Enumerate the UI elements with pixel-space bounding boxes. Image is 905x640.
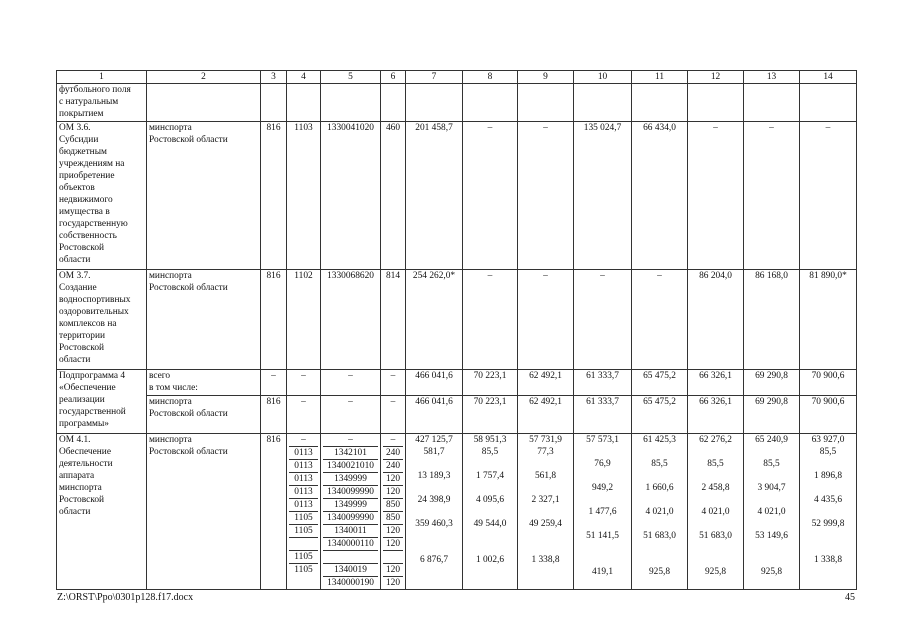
sub-row-cell: 57 731,9 (529, 435, 562, 445)
sub-row-cell (520, 542, 571, 554)
executor: минспорта Ростовской области (147, 122, 261, 270)
year-value-list (518, 434, 574, 590)
table-row (57, 122, 857, 270)
year-value: – (688, 122, 744, 270)
footer-page-number: 45 (845, 592, 855, 603)
sub-row-cell: 85,5 (651, 459, 668, 469)
sub-row-cell: 1105 (294, 565, 313, 575)
sub-row-cell: 49 544,0 (473, 519, 507, 529)
header-cell: 10 (574, 71, 632, 84)
header-cell: 13 (744, 71, 800, 84)
year-value: 66 326,1 (688, 370, 744, 396)
sub-row-cell (802, 506, 854, 518)
sub-row-cell (520, 530, 571, 542)
sub-row-cell: 120 (383, 564, 403, 577)
sub-row-cell (576, 494, 629, 506)
year-value: 81 890,0* (800, 270, 857, 370)
measure-name: футбольного поля с натуральным покрытием (57, 84, 147, 122)
sub-row-cell: – (323, 434, 378, 447)
sub-row-cell: 120 (385, 578, 401, 588)
year-value: 61 333,7 (574, 370, 632, 396)
header-cell: 14 (800, 71, 857, 84)
sub-row-cell: 85,5 (707, 459, 724, 469)
sub-row-cell: 53 149,6 (755, 531, 788, 541)
sub-row-cell: 51 683,0 (699, 531, 732, 541)
header-cell: 8 (463, 71, 518, 84)
year-value: – (518, 270, 574, 370)
sub-row-cell (634, 494, 685, 506)
rzpr-code: 1103 (287, 122, 321, 270)
sub-row-cell: 1342101 (323, 447, 378, 460)
year-value: 62 492,1 (518, 396, 574, 434)
executor: всего в том числе: (147, 370, 261, 396)
year-value: 70 223,1 (463, 396, 518, 434)
sub-row-cell: 6 876,7 (419, 555, 449, 565)
header-cell: 1 (57, 71, 147, 84)
sub-row-cell: 1 477,6 (588, 507, 617, 517)
sub-rows (634, 434, 685, 578)
sub-row-cell: 1105 (289, 525, 318, 538)
sub-row-cell: 1105 (289, 551, 318, 564)
rzpr-code: – (287, 370, 321, 396)
sub-rows (289, 434, 318, 576)
sub-rows (383, 434, 403, 589)
sub-rows (576, 434, 629, 578)
measure-name: ОМ 3.7. Создание водноспортивных оздоровительных комплексов на территории Ростовской области (57, 270, 147, 370)
sub-row-cell: 1340000190 (327, 578, 374, 588)
csr-code: – (321, 370, 381, 396)
sub-rows (690, 434, 741, 578)
sub-row-cell (465, 458, 515, 470)
sub-row-cell: 58 951,3 (473, 435, 507, 445)
sub-row-cell (690, 470, 741, 482)
sub-row-cell (690, 446, 741, 458)
sub-row-cell (576, 542, 629, 554)
table-row (57, 370, 857, 396)
sub-row-cell: 57 573,1 (586, 435, 619, 445)
vr-code: 814 (381, 270, 406, 370)
year-value: 135 024,7 (574, 122, 632, 270)
sub-row-cell (690, 518, 741, 530)
sub-row-cell: 0113 (289, 447, 318, 460)
program-finance-table (56, 70, 857, 590)
sub-row-cell (465, 482, 515, 494)
csr-code-list (321, 434, 381, 590)
sub-row-cell (634, 542, 685, 554)
sub-row-cell: 120 (383, 538, 403, 551)
sub-row-cell (408, 506, 460, 518)
sub-row-cell: 1349999 (323, 473, 378, 486)
sub-row-cell: 240 (383, 447, 403, 460)
total-value: 201 458,7 (406, 122, 463, 270)
sub-rows (746, 434, 797, 578)
header-cell: 5 (321, 71, 381, 84)
sub-row-cell: 24 398,9 (417, 495, 451, 505)
sub-row-cell (746, 470, 797, 482)
sub-row-cell: 850 (383, 512, 403, 525)
sub-row-cell (690, 542, 741, 554)
rzpr-code: 1102 (287, 270, 321, 370)
header-cell: 6 (381, 71, 406, 84)
sub-row-cell: 0113 (289, 486, 318, 499)
sub-row-cell: 85,5 (819, 447, 837, 457)
sub-row-cell: 1340011 (323, 525, 378, 538)
sub-row-cell (576, 554, 629, 566)
sub-row-cell (576, 518, 629, 530)
sub-row-cell (383, 551, 403, 564)
year-value: – (800, 122, 857, 270)
sub-row-cell: 2 458,8 (701, 483, 730, 493)
total-value: 466 041,6 (406, 396, 463, 434)
sub-row-cell: 0113 (289, 473, 318, 486)
sub-row-cell (465, 566, 515, 578)
sub-row-cell (465, 530, 515, 542)
executor: минспорта Ростовской области (147, 396, 261, 434)
sub-row-cell (576, 470, 629, 482)
total-value: 254 262,0* (406, 270, 463, 370)
year-value-list (463, 434, 518, 590)
sub-row-cell (634, 470, 685, 482)
sub-row-cell: 13 189,3 (417, 471, 451, 481)
sub-row-cell: 49 259,4 (529, 519, 562, 529)
sub-row-cell: 4 021,0 (757, 507, 786, 517)
sub-row-cell (802, 566, 854, 578)
year-value: 86 168,0 (744, 270, 800, 370)
sub-row-cell: 51 683,0 (643, 531, 676, 541)
sub-row-cell: 0113 (289, 499, 318, 512)
sub-row-cell: 1 002,6 (475, 555, 505, 565)
sub-row-cell: 4 435,6 (813, 495, 843, 505)
subprogram-name: Подпрограмма 4 «Обеспечение реализации государственной программы» (57, 370, 147, 434)
measure-name: ОМ 3.6. Субсидии бюджетным учреждениям на приобретение объектов недвижимого имущества в государственную собственность Ростовской области (57, 122, 147, 270)
table-row (57, 434, 857, 590)
sub-row-cell: 2 327,1 (531, 495, 560, 505)
sub-row-cell (746, 554, 797, 566)
header-cell: 2 (147, 71, 261, 84)
sub-row-cell (802, 542, 854, 554)
year-value-list (800, 434, 857, 590)
sub-row-cell: 4 021,0 (645, 507, 674, 517)
year-value: – (574, 270, 632, 370)
sub-row-cell: – (383, 434, 403, 447)
header-cell: 11 (632, 71, 688, 84)
sub-row-cell: 419,1 (591, 567, 614, 577)
sub-row-cell (634, 518, 685, 530)
sub-row-cell: 4 095,6 (475, 495, 505, 505)
sub-row-cell (690, 494, 741, 506)
sub-row-cell: 4 021,0 (701, 507, 730, 517)
sub-row-cell (408, 482, 460, 494)
year-value: 69 290,8 (744, 370, 800, 396)
csr-code: 1330041020 (321, 122, 381, 270)
vr-code: – (381, 370, 406, 396)
header-cell: 7 (406, 71, 463, 84)
sub-row-cell: 1349999 (323, 499, 378, 512)
sub-row-cell: 925,8 (648, 567, 671, 577)
sub-row-cell: 1340019 (323, 564, 378, 577)
sub-row-cell: 3 904,7 (757, 483, 786, 493)
sub-row-cell (690, 554, 741, 566)
sub-row-cell: 61 425,3 (643, 435, 676, 445)
sub-row-cell (323, 551, 378, 564)
sub-rows (802, 434, 854, 578)
year-value-list (688, 434, 744, 590)
year-value: 70 900,6 (800, 370, 857, 396)
sub-row-cell: 51 141,5 (586, 531, 619, 541)
sub-row-cell: 359 460,3 (415, 519, 453, 529)
executor: минспорта Ростовской области (147, 434, 261, 590)
sub-row-cell (634, 554, 685, 566)
header-cell: 12 (688, 71, 744, 84)
vr-code: – (381, 396, 406, 434)
header-cell: 4 (287, 71, 321, 84)
year-value: 62 492,1 (518, 370, 574, 396)
year-value: – (518, 122, 574, 270)
csr-code: 1330068620 (321, 270, 381, 370)
year-value: – (632, 270, 688, 370)
total-value-list (406, 434, 463, 590)
sub-row-cell (746, 518, 797, 530)
sub-row-cell: 76,9 (594, 459, 611, 469)
sub-row-cell (520, 566, 571, 578)
sub-row-cell: 85,5 (763, 459, 780, 469)
sub-row-cell (465, 542, 515, 554)
sub-row-cell: 240 (383, 460, 403, 473)
sub-row-cell (746, 446, 797, 458)
sub-row-cell: 120 (383, 473, 403, 486)
grbs-code: 816 (261, 270, 287, 370)
sub-row-cell (746, 494, 797, 506)
sub-row-cell: 1340099990 (323, 486, 378, 499)
year-value-list (574, 434, 632, 590)
year-value: 66 434,0 (632, 122, 688, 270)
sub-row-cell (289, 538, 318, 551)
sub-row-cell: 581,7 (423, 447, 445, 457)
grbs-code: – (261, 370, 287, 396)
vr-code: 460 (381, 122, 406, 270)
sub-row-cell (802, 458, 854, 470)
sub-rows (408, 434, 460, 578)
header-row (57, 71, 857, 84)
year-value: 61 333,7 (574, 396, 632, 434)
year-value: 86 204,0 (688, 270, 744, 370)
sub-rows (465, 434, 515, 578)
measure-name: ОМ 4.1. Обеспечение деятельности аппарата минспорта Ростовской области (57, 434, 147, 590)
sub-row-cell: 63 927,0 (811, 435, 845, 445)
sub-row-cell: 77,3 (537, 447, 554, 457)
header-cell: 3 (261, 71, 287, 84)
sub-row-cell: 925,8 (760, 567, 783, 577)
table-row (57, 396, 857, 434)
sub-row-cell (520, 506, 571, 518)
footer-file-path: Z:\ORST\Ppo\0301p128.f17.docx (57, 592, 194, 603)
sub-row-cell: – (289, 434, 318, 447)
sub-row-cell: 1 338,8 (813, 555, 843, 565)
sub-row-cell: 1 660,6 (645, 483, 674, 493)
sub-row-cell: 1340021010 (323, 460, 378, 473)
rzpr-code-list (287, 434, 321, 590)
sub-row-cell: 1 338,8 (531, 555, 560, 565)
year-value: 65 475,2 (632, 370, 688, 396)
year-value: 70 223,1 (463, 370, 518, 396)
year-value: – (463, 122, 518, 270)
sub-row-cell: 120 (383, 486, 403, 499)
year-value: – (744, 122, 800, 270)
year-value: – (463, 270, 518, 370)
sub-row-cell: 62 276,2 (699, 435, 732, 445)
sub-row-cell (634, 446, 685, 458)
sub-row-cell (802, 482, 854, 494)
sub-row-cell (802, 530, 854, 542)
year-value: 70 900,6 (800, 396, 857, 434)
sub-row-cell: 1 757,4 (475, 471, 505, 481)
sub-row-cell: 1340000110 (323, 538, 378, 551)
sub-row-cell: 427 125,7 (415, 435, 453, 445)
sub-row-cell (408, 566, 460, 578)
grbs-code: 816 (261, 434, 287, 590)
sub-row-cell (520, 458, 571, 470)
sub-row-cell (520, 482, 571, 494)
vr-code-list (381, 434, 406, 590)
table-row (57, 270, 857, 370)
csr-code: – (321, 396, 381, 434)
year-value: 69 290,8 (744, 396, 800, 434)
year-value: 65 475,2 (632, 396, 688, 434)
sub-row-cell: 1340099990 (323, 512, 378, 525)
sub-row-cell (408, 458, 460, 470)
sub-row-cell: 65 240,9 (755, 435, 788, 445)
year-value-list (744, 434, 800, 590)
year-value: 66 326,1 (688, 396, 744, 434)
sub-row-cell: 52 999,8 (811, 519, 845, 529)
executor: минспорта Ростовской области (147, 270, 261, 370)
sub-rows (323, 434, 378, 589)
sub-rows (520, 434, 571, 578)
sub-row-cell: 925,8 (704, 567, 727, 577)
sub-row-cell (465, 506, 515, 518)
sub-row-cell: 1 896,8 (813, 471, 843, 481)
grbs-code: 816 (261, 396, 287, 434)
grbs-code: 816 (261, 122, 287, 270)
rzpr-code: – (287, 396, 321, 434)
sub-row-cell: 1105 (289, 512, 318, 525)
total-value: 466 041,6 (406, 370, 463, 396)
sub-row-cell (408, 530, 460, 542)
sub-row-cell: 561,8 (534, 471, 557, 481)
year-value-list (632, 434, 688, 590)
table-row (57, 84, 857, 122)
sub-row-cell (408, 542, 460, 554)
sub-row-cell: 850 (383, 499, 403, 512)
sub-row-cell: 120 (383, 525, 403, 538)
sub-row-cell: 949,2 (591, 483, 614, 493)
sub-row-cell (746, 542, 797, 554)
header-cell: 9 (518, 71, 574, 84)
sub-row-cell (576, 446, 629, 458)
sub-row-cell: 85,5 (481, 447, 499, 457)
sub-row-cell: 0113 (289, 460, 318, 473)
